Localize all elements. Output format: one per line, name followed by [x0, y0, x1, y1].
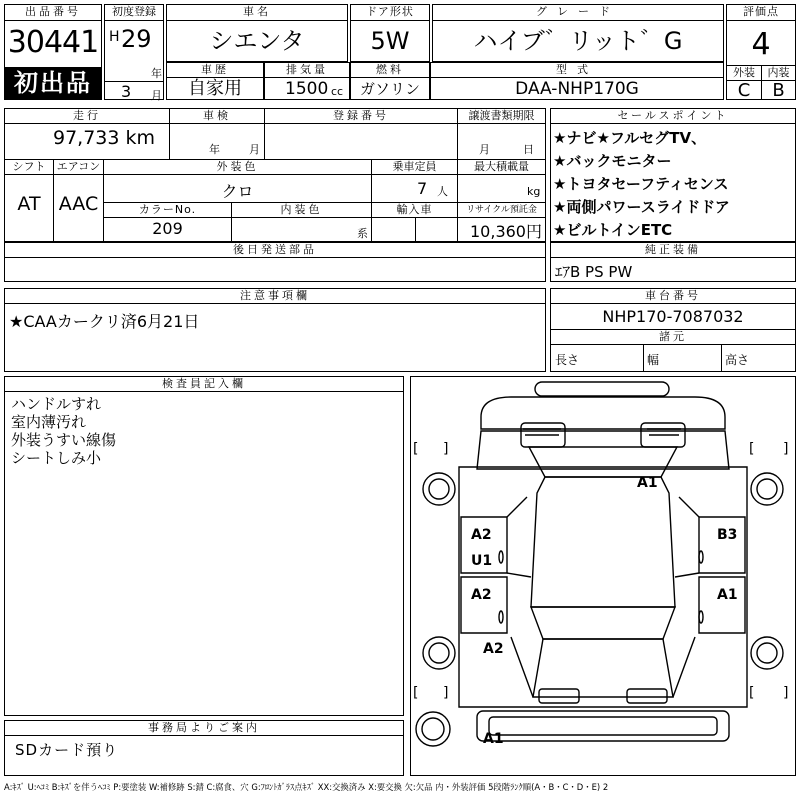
mark-left-front-door-1: A2 — [471, 527, 492, 543]
door-label: ドア形状 — [351, 5, 429, 21]
sales-point: ★両側パワースライドドア — [553, 198, 730, 216]
transfer-day-unit: 日 — [523, 143, 534, 156]
office-text: SDカード預り — [15, 741, 119, 759]
grade-box — [432, 4, 724, 62]
era: H — [109, 29, 120, 45]
model-label: 型式 — [431, 63, 723, 78]
sales-point: ★ナビ★フルセグTV、 — [553, 129, 707, 147]
damage-diagram-box — [410, 376, 796, 776]
displacement-box — [264, 62, 350, 100]
load-label: 最大積載量 — [458, 160, 545, 175]
capacity-unit: 人 — [437, 185, 448, 198]
sales-points-list — [553, 127, 730, 242]
shift: AT — [17, 193, 41, 215]
door-type: 5W — [370, 27, 410, 55]
recycle-label: リサイクル預託金 — [458, 203, 545, 218]
chassis-number: NHP170-7087032 — [602, 307, 744, 326]
length-label: 長さ — [555, 353, 580, 367]
shift-label: シフト — [5, 160, 53, 175]
bracket-left-front-open: [ — [413, 441, 419, 457]
specs-block — [4, 108, 546, 242]
mileage-label: 走行 — [5, 109, 169, 124]
name-label: 車名 — [167, 5, 347, 21]
capacity-label: 乗車定員 — [372, 160, 457, 175]
sales-point: ★バックモニター — [553, 152, 672, 170]
mark-right-front-door: B3 — [717, 527, 738, 543]
color-label: 外装色 — [104, 160, 371, 175]
mark-left-front-door-2: U1 — [471, 553, 493, 569]
load-unit: kg — [527, 185, 541, 198]
inspector-box — [4, 376, 404, 716]
lot-box — [4, 4, 102, 100]
inspector-note: ハンドルすれ — [11, 395, 102, 413]
bracket-right-rear-open: [ — [749, 685, 755, 701]
fuel: ガソリン — [359, 80, 420, 98]
inspection-label: 車検 — [170, 109, 264, 124]
reg-label: 初度登録 — [105, 5, 163, 21]
colorno: 209 — [152, 219, 183, 238]
first-listing-badge: 初出品 — [5, 67, 101, 100]
recycle: 10,360円 — [470, 222, 542, 241]
car-diagram — [411, 377, 795, 775]
model: DAA-NHP170G — [515, 79, 639, 99]
inspector-note: 外装うすい線傷 — [11, 431, 117, 449]
displacement-label: 排気量 — [265, 63, 349, 78]
transfer-month-unit: 月 — [479, 143, 490, 156]
sales-point: ★トヨタセーフティセンス — [553, 175, 729, 193]
dims-label: 諸元 — [551, 330, 795, 345]
mark-roof: A1 — [637, 475, 658, 491]
mark-rear-bumper: A1 — [483, 731, 504, 747]
door-box — [350, 4, 430, 62]
mark-right-rear-door: A1 — [717, 587, 738, 603]
car-name-box — [166, 4, 348, 62]
score: 4 — [751, 27, 771, 62]
bracket-left-rear-close: ] — [443, 685, 449, 701]
reg-year: 29 — [121, 25, 152, 53]
interior-label: 内装色 — [232, 203, 371, 218]
inspection-month-unit: 月 — [249, 143, 260, 156]
reg-month: 3 — [121, 82, 132, 101]
caution-box — [4, 288, 546, 372]
chassis-label: 車台番号 — [551, 289, 795, 304]
mark-left-rear-door: A2 — [471, 587, 492, 603]
color: クロ — [221, 182, 254, 201]
bracket-left-rear-open: [ — [413, 685, 419, 701]
import-label: 輸入車 — [372, 203, 457, 218]
equipment: ｴｱB PS PW — [555, 263, 633, 281]
plate-label: 登録番号 — [265, 109, 457, 124]
history-label: 車歴 — [167, 63, 263, 78]
score-label: 評価点 — [727, 5, 795, 21]
office-box — [4, 720, 404, 776]
year-unit: 年 — [151, 67, 162, 80]
bracket-right-rear-close: ] — [783, 685, 789, 701]
aircon: AAC — [58, 193, 99, 215]
score-box — [726, 4, 796, 100]
history-box — [166, 62, 264, 100]
grade: ハイブ゛リット゛G — [473, 27, 683, 55]
caution-label: 注意事項欄 — [5, 289, 545, 304]
office-label: 事務局よりご案内 — [5, 721, 403, 736]
fuel-box — [350, 62, 430, 100]
mark-left-rear-fender: A2 — [483, 641, 504, 657]
equipment-label: 純正装備 — [551, 243, 795, 258]
fuel-label: 燃料 — [351, 63, 429, 78]
width-label: 幅 — [647, 353, 660, 367]
cc-unit: cc — [331, 85, 344, 98]
equipment-box — [550, 242, 796, 282]
bracket-right-front-open: [ — [749, 441, 755, 457]
chassis-box — [550, 288, 796, 372]
inspector-label: 検査員記入欄 — [5, 377, 403, 392]
registration-box — [104, 4, 164, 100]
grade-label: グレード — [433, 5, 723, 21]
ext-label: 外装 — [727, 66, 761, 81]
height-label: 高さ — [725, 353, 750, 367]
capacity: 7 — [417, 179, 428, 198]
aircon-label: エアコン — [54, 160, 103, 175]
inspector-notes — [11, 395, 116, 467]
ext-grade: C — [737, 81, 751, 100]
sales-points-box — [550, 108, 796, 242]
inspection-year-unit: 年 — [209, 143, 220, 156]
bracket-left-front-close: ] — [443, 441, 449, 457]
int-grade: B — [761, 81, 795, 100]
lot-label: 出品番号 — [5, 5, 101, 21]
inspector-note: 室内薄汚れ — [11, 413, 87, 431]
model-box — [430, 62, 724, 100]
sales-label: セールスポイント — [551, 109, 795, 124]
later-label: 後日発送部品 — [5, 243, 545, 258]
transfer-label: 譲渡書類期限 — [458, 109, 545, 124]
mileage: 97,733 km — [53, 127, 156, 149]
history: 自家用 — [188, 78, 242, 99]
bracket-right-front-close: ] — [783, 441, 789, 457]
colorno-label: カラーNo. — [104, 203, 231, 218]
caution-text: ★CAAカークリ済6月21日 — [9, 312, 200, 331]
legend: A:ｷｽﾞ U:ﾍｺﾐ B:ｷｽﾞを伴うﾍｺﾐ P:要塗装 W:補修跡 S:錆 C:腐食、穴 G:ﾌﾛﾝﾄｶﾞﾗｽ点ｷｽﾞ XX:交換済み X:要交換 欠:欠品 内・外装評価 5段階ﾗﾝｸ順(A・B・C・D・E) 2 — [4, 782, 609, 792]
car-name: シエンタ — [209, 27, 305, 55]
month-unit: 月 — [151, 89, 162, 102]
lot-number: 30441 — [7, 25, 99, 60]
sales-point: ★ビルトインETC — [553, 221, 673, 239]
interior-unit: 系 — [357, 227, 368, 240]
displacement: 1500 — [285, 79, 329, 99]
later-parts-box — [4, 242, 546, 282]
inspector-note: シートしみ小 — [11, 449, 102, 467]
int-label: 内装 — [761, 66, 795, 81]
